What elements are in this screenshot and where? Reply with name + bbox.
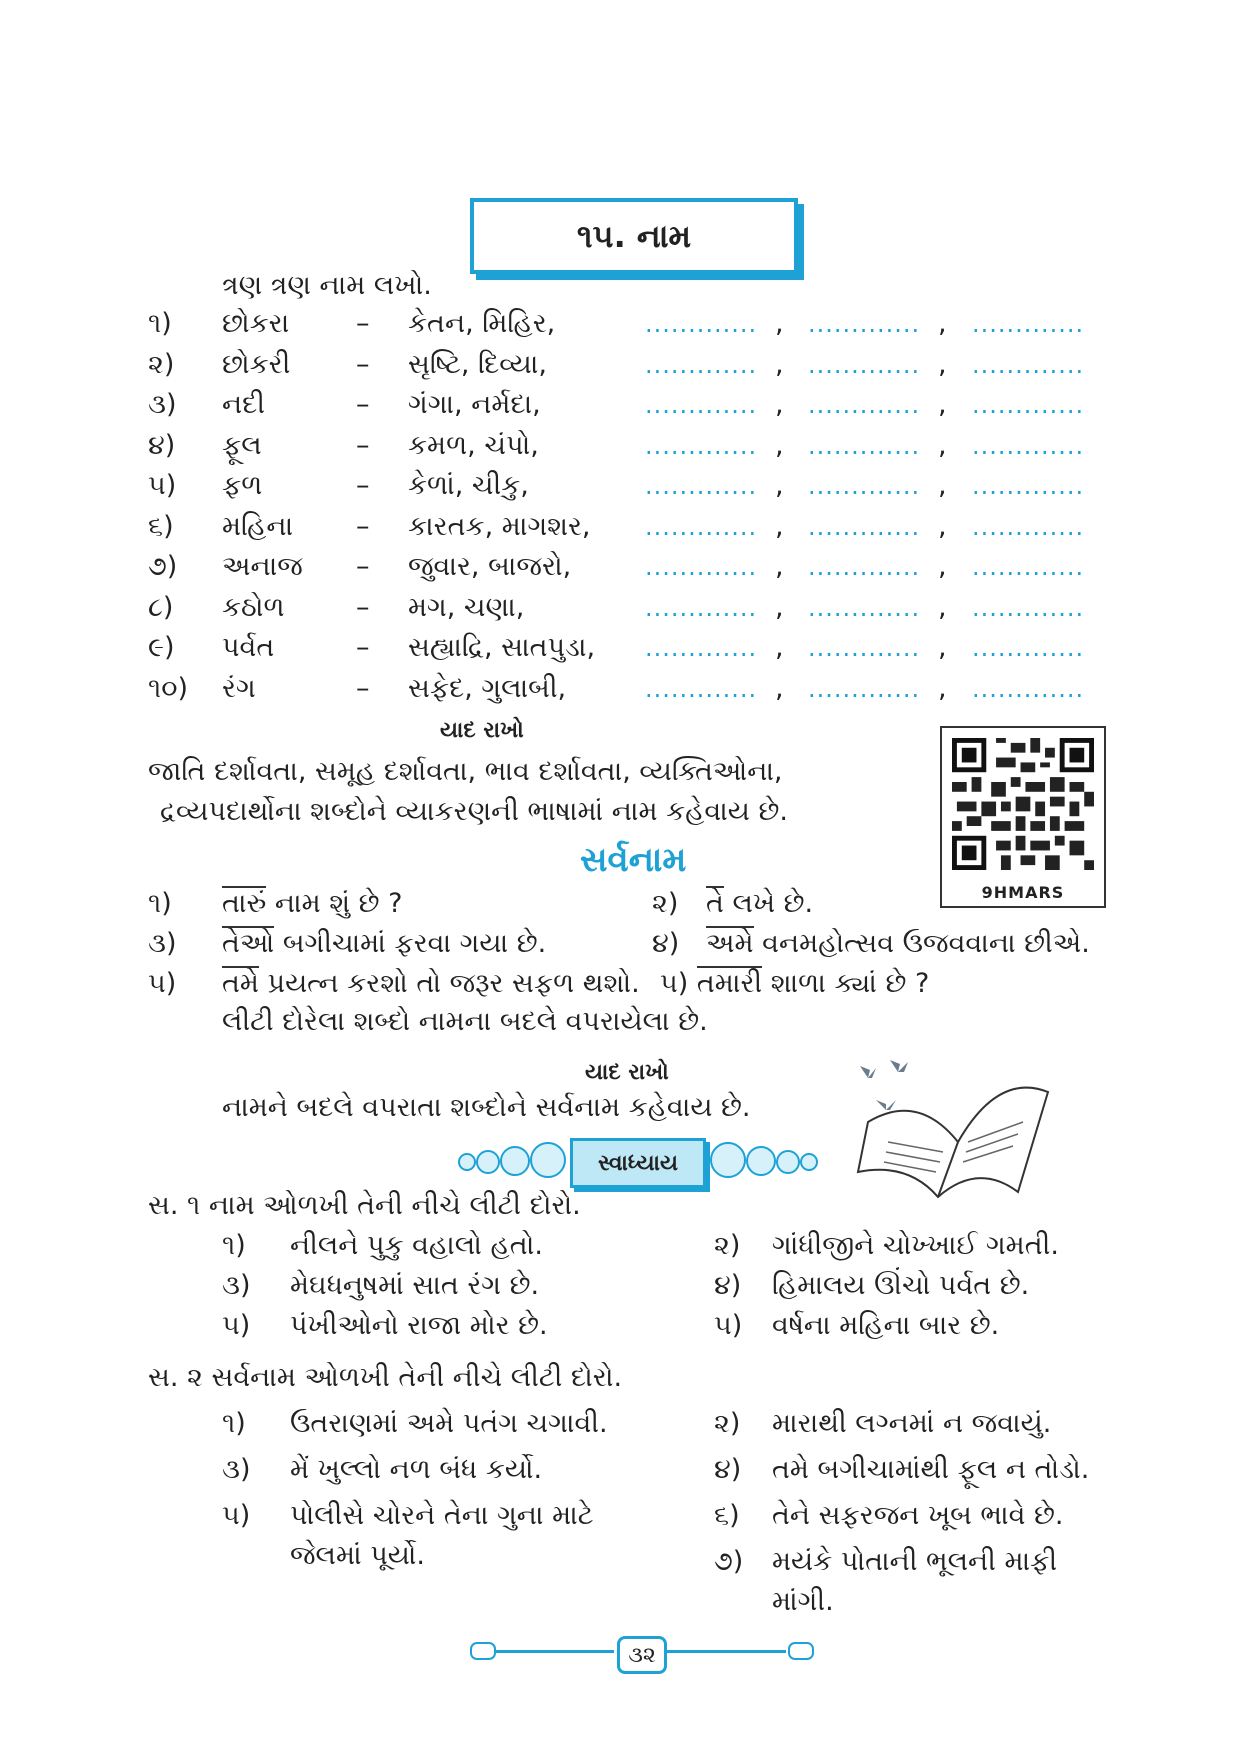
remember-label-2: યાદ રાખો (585, 1060, 669, 1085)
list-dash: – (356, 632, 370, 663)
blank-dots: ............. (808, 593, 921, 622)
blank-comma: , (938, 632, 947, 663)
blank-comma: , (938, 591, 947, 623)
blank-comma: , (775, 389, 784, 420)
blank-comma: , (775, 470, 784, 501)
list-examples: સફેદ, ગુલાબી, (408, 672, 567, 704)
decor-circle (476, 1150, 500, 1174)
decor-circle (530, 1142, 566, 1178)
list-number: ૧) (148, 308, 172, 339)
pronoun-example (660, 968, 929, 1000)
blank-comma: , (775, 551, 784, 582)
blank-dots: ............. (972, 472, 1085, 500)
pronoun-example-rest: પ્રયત્ન કરશો તો જરૂર સફળ થશો. (258, 968, 640, 999)
blank-dots: ............. (645, 391, 758, 419)
q2-item-number: ૪) (714, 1454, 742, 1485)
remember-text-1-line2: દ્રવ્યપદાર્થોના શબ્દોને વ્યાકરણની ભાષામાં નામ કહેવાય છે. (160, 796, 788, 827)
blank-comma: , (938, 429, 947, 461)
q1-item-number: ૪) (714, 1270, 742, 1301)
list-number: ૯) (148, 632, 175, 663)
blank-dots: ............. (808, 472, 921, 500)
blank-dots: ............. (645, 674, 758, 703)
underline-note: લીટી દોરેલા શબ્દો નામના બદલે વપરાયેલા છે. (222, 1006, 708, 1037)
list-category: છોકરા (222, 308, 290, 339)
blank-dots: ............. (645, 512, 758, 541)
q2-item-number: ૩) (222, 1454, 251, 1485)
q2-item-text: મયંકે પોતાની ભૂલની માફી (772, 1546, 1058, 1577)
footer-line-left (494, 1650, 614, 1653)
chapter-title: ૧૫. નામ (576, 216, 692, 255)
q2-item-text: તમે બગીચામાંથી ફૂલ ન તોડો. (772, 1454, 1090, 1485)
list-examples: સહ્યાદ્રિ, સાતપુડા, (408, 632, 596, 663)
list-examples: કેતન, મિહિર, (408, 308, 556, 339)
blank-dots: ............. (808, 310, 921, 338)
blank-comma: , (775, 308, 784, 339)
blank-dots: ............. (645, 593, 758, 622)
pronoun-example (222, 888, 402, 920)
blank-comma: , (938, 389, 947, 420)
page-number-box (617, 1636, 667, 1674)
q1-item-number: ૧) (222, 1230, 246, 1261)
list-dash: – (356, 308, 370, 339)
list-number: ૨) (148, 348, 175, 380)
list-category: નદી (222, 389, 265, 420)
pronoun-example-rest: વનમહોત્સવ ઉજવવાના છીએ. (753, 928, 1090, 959)
q2-item-text: પોલીસે ચોરને તેના ગુના માટે (290, 1500, 594, 1531)
underlined-pronoun: અમે (706, 928, 754, 959)
blank-comma: , (938, 510, 947, 542)
pronoun-example-rest: લખે છે. (723, 888, 814, 919)
remember-label-1: યાદ રાખો (440, 718, 524, 743)
pronoun-example (222, 928, 546, 960)
underlined-pronoun: તેઓ (222, 928, 275, 959)
footer-ornament-left (470, 1642, 496, 1660)
q2-item-number: ૭) (714, 1546, 744, 1577)
list-category: કઠોળ (222, 591, 285, 623)
blank-dots: ............. (645, 553, 758, 581)
q1-item-text: હિમાલય ઊંચો પર્વત છે. (772, 1270, 1030, 1301)
blank-dots: ............. (972, 391, 1085, 419)
chapter-title-box (470, 198, 798, 274)
q2-item-text: તેને સફરજન ખૂબ ભાવે છે. (772, 1500, 1064, 1531)
pronoun-example-number: ૩) (148, 928, 177, 959)
blank-dots: ............. (972, 310, 1085, 338)
list-dash: – (356, 551, 370, 582)
list-dash: – (356, 591, 370, 623)
list-examples: જુવાર, બાજરો, (408, 551, 572, 582)
pronoun-heading: સર્વનામ (580, 840, 687, 880)
blank-dots: ............. (972, 431, 1085, 460)
remember-text-2: નામને બદલે વપરાતા શબ્દોને સર્વનામ કહેવાય છે. (222, 1092, 751, 1123)
blank-dots: ............. (645, 431, 758, 460)
blank-comma: , (938, 551, 947, 582)
pronoun-example (706, 928, 1090, 960)
pronoun-example-number: ૧) (148, 888, 172, 919)
list-number: ૫) (148, 470, 177, 501)
blank-dots: ............. (645, 310, 758, 338)
butterfly-icon-small (872, 1096, 902, 1120)
q2-item-text: મેં ખુલ્લો નળ બંધ કર્યો. (290, 1454, 543, 1485)
q1-item-number: ૨) (714, 1230, 741, 1261)
instruction: ત્રણ ત્રણ નામ લખો. (222, 270, 432, 301)
blank-comma: , (775, 632, 784, 663)
qr-label: 9HMARS (981, 883, 1065, 902)
blank-comma: , (938, 348, 947, 380)
list-number: ૪) (148, 429, 176, 461)
pronoun-example (706, 888, 813, 920)
q1-item-text: પંખીઓનો રાજા મોર છે. (290, 1310, 548, 1341)
qr-code-box[interactable] (940, 726, 1106, 908)
underlined-pronoun: તે (706, 888, 724, 919)
blank-comma: , (938, 672, 947, 704)
blank-dots: ............. (972, 634, 1085, 662)
qr-code-icon (952, 738, 1094, 870)
q2-item-number: ૧) (222, 1408, 246, 1439)
blank-comma: , (775, 510, 784, 542)
blank-dots: ............. (808, 634, 921, 662)
list-dash: – (356, 348, 370, 380)
underlined-pronoun: તમે (222, 968, 259, 999)
footer-ornament-right (788, 1642, 814, 1660)
list-examples: કારતક, માગશર, (408, 510, 591, 542)
underlined-pronoun: તમારી (696, 968, 763, 999)
blank-comma: , (938, 308, 947, 339)
decor-circle (458, 1153, 476, 1171)
q1-item-number: ૫) (222, 1310, 251, 1341)
blank-dots: ............. (972, 674, 1085, 703)
q2-item-text: મારાથી લગ્નમાં ન જવાયું. (772, 1408, 1052, 1439)
remember-text-1-line1: જાતિ દર્શાવતા, સમૂહ દર્શાવતા, ભાવ દર્શાવતા, વ્યક્તિઓના, (148, 756, 783, 787)
blank-comma: , (775, 348, 784, 380)
pronoun-example-number: ૫) (148, 968, 177, 999)
q2-item-number: ૨) (714, 1408, 741, 1439)
list-dash: – (356, 429, 370, 461)
list-category: રંગ (222, 672, 256, 704)
pronoun-example-rest: નામ શું છે ? (266, 888, 403, 919)
blank-dots: ............. (972, 553, 1085, 581)
decor-circle (746, 1146, 776, 1176)
list-number: ૬) (148, 510, 174, 542)
footer-line-right (666, 1650, 786, 1653)
blank-dots: ............. (972, 350, 1085, 379)
q1-item-text: નીલને પુકુ વહાલો હતો. (290, 1230, 543, 1261)
q2-item-text: ઉતરાણમાં અમે પતંગ ચગાવી. (290, 1408, 608, 1439)
q2-item-text-continued: માંગી. (772, 1586, 834, 1617)
decor-circle (776, 1150, 800, 1174)
list-category: મહિના (222, 510, 294, 542)
list-dash: – (356, 389, 370, 420)
q2-item-text-continued: જેલમાં પૂર્યો. (290, 1540, 425, 1571)
swadhyay-label: સ્વાધ્યાય (597, 1150, 679, 1176)
pronoun-example-number: ૪) (652, 928, 680, 959)
list-examples: મગ, ચણા, (408, 591, 525, 623)
blank-dots: ............. (808, 391, 921, 419)
list-category: ફળ (222, 470, 263, 501)
blank-dots: ............. (972, 512, 1085, 541)
list-dash: – (356, 470, 370, 501)
page-number: ૩૨ (628, 1642, 656, 1668)
q1-item-text: ગાંધીજીને ચોખ્ખાઈ ગમતી. (772, 1230, 1059, 1261)
q2-item-number: ૬) (714, 1500, 740, 1531)
pronoun-example-number: ૨) (652, 888, 679, 919)
list-examples: કમળ, ચંપો, (408, 429, 539, 461)
blank-dots: ............. (645, 350, 758, 379)
list-category: ફૂલ (222, 429, 262, 461)
list-examples: ગંગા, નર્મદા, (408, 389, 541, 420)
question-1: સ. ૧ નામ ઓળખી તેની નીચે લીટી દોરો. (148, 1190, 581, 1221)
blank-dots: ............. (808, 350, 921, 379)
blank-comma: , (775, 429, 784, 461)
underlined-pronoun: તારું (222, 888, 267, 919)
pronoun-example-number: ૫) (660, 968, 689, 999)
list-number: ૮) (148, 591, 174, 623)
list-category: છોકરી (222, 348, 291, 380)
list-examples: સૃષ્ટિ, દિવ્યા, (408, 348, 547, 380)
decor-circle (710, 1142, 746, 1178)
list-dash: – (356, 672, 370, 704)
blank-comma: , (938, 470, 947, 501)
blank-comma: , (775, 591, 784, 623)
butterfly-icon (858, 1058, 918, 1098)
blank-dots: ............. (808, 553, 921, 581)
decor-circle (500, 1146, 530, 1176)
pronoun-example-rest: બગીચામાં ફરવા ગયા છે. (274, 928, 547, 959)
list-number: ૭) (148, 551, 178, 582)
q1-item-number: ૩) (222, 1270, 251, 1301)
list-number: ૧૦) (148, 672, 189, 704)
blank-dots: ............. (972, 593, 1085, 622)
blank-comma: , (775, 672, 784, 704)
q1-item-text: વર્ષના મહિના બાર છે. (772, 1310, 1000, 1341)
blank-dots: ............. (645, 472, 758, 500)
q1-item-number: ૫) (714, 1310, 743, 1341)
q1-item-text: મેઘધનુષમાં સાત રંગ છે. (290, 1270, 540, 1301)
blank-dots: ............. (645, 634, 758, 662)
q2-item-number: ૫) (222, 1500, 251, 1531)
list-category: અનાજ (222, 551, 303, 582)
swadhyay-banner (570, 1138, 706, 1188)
blank-dots: ............. (808, 431, 921, 460)
pronoun-example-rest: શાળા ક્યાં છે ? (762, 968, 930, 999)
list-examples: કેળાં, ચીકુ, (408, 470, 529, 501)
list-dash: – (356, 510, 370, 542)
decor-circle (800, 1153, 818, 1171)
list-category: પર્વત (222, 632, 275, 663)
pronoun-example (222, 968, 640, 1000)
question-2: સ. ૨ સર્વનામ ઓળખી તેની નીચે લીટી દોરો. (148, 1362, 623, 1393)
blank-dots: ............. (808, 512, 921, 541)
list-number: ૩) (148, 389, 177, 420)
blank-dots: ............. (808, 674, 921, 703)
